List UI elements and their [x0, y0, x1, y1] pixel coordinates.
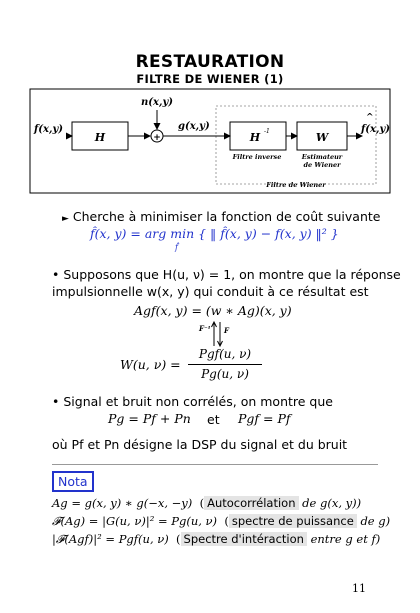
nota-line-1-math: Ag = g(x, y) ∗ g(−x, −y): [52, 496, 193, 510]
page-number: 11: [352, 582, 366, 595]
fraction-bar: [188, 364, 262, 365]
output-label: f(x,y): [361, 124, 391, 135]
nota-chip-spectre-puissance: spectre de puissance: [229, 514, 357, 528]
para-2-line-1: • Supposons que H(u, ν) = 1, on montre que la réponse: [52, 267, 401, 282]
equation-w-numerator: Pgf(u, ν): [198, 347, 252, 361]
nota-badge: Nota: [52, 471, 94, 492]
wiener-block-diagram: [0, 0, 420, 200]
nota-line-3-tail: entre g et f): [310, 532, 381, 546]
equation-agf: Agf(x, y) = (w ∗ Ag)(x, y): [134, 303, 292, 318]
mid-label: g(x,y): [178, 121, 210, 132]
nota-line-1: Ag = g(x, y) ∗ g(−x, −y) ( Autocorrélation de g(x, y)): [52, 496, 362, 510]
nota-line-2-math: 𝓕(Ag) = |G(u, ν)|² = Pg(u, ν): [52, 514, 218, 528]
bullet-arrow-icon: ►: [62, 214, 69, 224]
equation-w-lhs: W(u, ν) =: [120, 357, 181, 372]
equation-pg: Pg = Pf + Pn: [108, 411, 191, 426]
fourier-inverse-label: F⁻¹: [199, 324, 211, 333]
nota-chip-spectre-interaction: Spectre d'intéraction: [181, 532, 307, 546]
nota-chip-autocorrelation: Autocorrélation: [204, 496, 298, 510]
nota-line-2-tail: de g): [360, 514, 391, 528]
fourier-label: F: [224, 326, 229, 335]
fourier-arrows-icon: [210, 320, 224, 348]
input-label: f(x,y): [34, 124, 64, 135]
noise-label: n(x,y): [141, 97, 173, 108]
adder-symbol: +: [153, 133, 161, 143]
nota-line-2: 𝓕(Ag) = |G(u, ν)|² = Pg(u, ν) ( spectre de puissance de g): [52, 514, 391, 528]
caption-estimator-1: Estimateur: [301, 153, 343, 161]
nota-line-3-math: |𝓕(Agf)|² = Pgf(u, ν): [52, 532, 169, 546]
block-hinv-sup: -1: [264, 128, 270, 135]
equation-argmin: f̂(x, y) = arg min { ‖ f̂(x, y) − f(x, y) ‖² }: [90, 226, 339, 241]
equation-argmin-sub: f̂: [175, 243, 178, 252]
block-w-label: W: [315, 131, 329, 144]
equation-et: et: [207, 412, 220, 427]
para-3: • Signal et bruit non corrélés, on montre que: [52, 394, 333, 409]
equation-w-denominator: Pg(u, ν): [201, 367, 249, 381]
block-hinv-label: H: [249, 131, 261, 144]
nota-line-3: |𝓕(Agf)|² = Pgf(u, ν) ( Spectre d'intéraction entre g et f): [52, 532, 381, 546]
nota-divider: [52, 464, 378, 465]
para-4: où Pf et Pn désigne la DSP du signal et du bruit: [52, 437, 348, 452]
block-h-label: H: [94, 131, 106, 144]
caption-estimator-2: de Wiener: [303, 161, 341, 169]
caption-wiener: Filtre de Wiener: [266, 181, 326, 189]
page-subtitle: FILTRE DE WIENER (1): [136, 72, 284, 86]
caption-inverse: Filtre inverse: [232, 153, 282, 161]
output-hat: ^: [366, 113, 374, 123]
equation-pgf: Pgf = Pf: [238, 411, 291, 426]
bullet-1-text: Cherche à minimiser la fonction de coût suivante: [72, 209, 381, 224]
bullet-1: [62, 208, 380, 228]
para-2-line-2: impulsionnelle w(x, y) qui conduit à ce résultat est: [52, 284, 369, 299]
nota-line-1-tail: de g(x, y)): [302, 496, 362, 510]
page-title: RESTAURATION: [135, 52, 285, 72]
